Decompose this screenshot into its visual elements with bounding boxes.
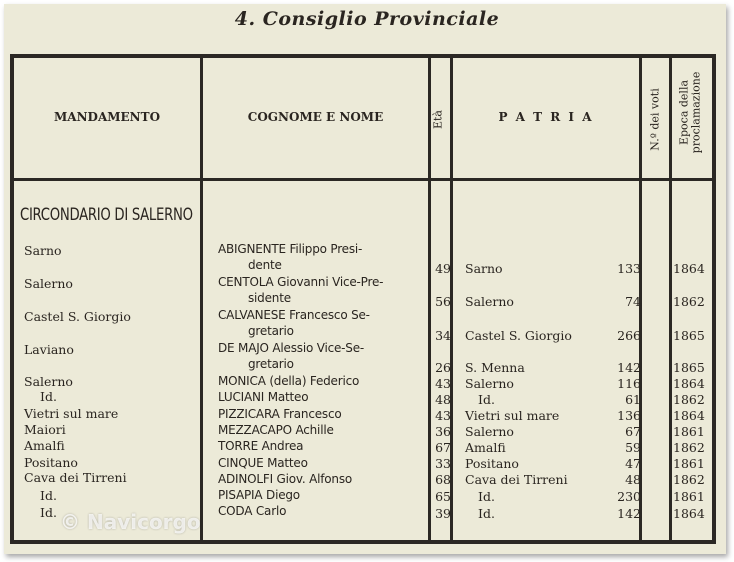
- patria-cell: Amalfi: [465, 440, 506, 455]
- header-epoca-2: proclamazione: [689, 71, 703, 154]
- anno-cell: 1862: [673, 440, 705, 455]
- anno-cell: 1864: [673, 506, 705, 521]
- header-mandamento: MANDAMENTO: [53, 110, 161, 124]
- eta-cell: 68: [435, 472, 451, 487]
- header-patria: P A T R I A: [498, 110, 594, 124]
- eta-cell: 33: [435, 456, 451, 471]
- name-cell: TORRE Andrea: [218, 439, 304, 453]
- voti-cell: 61: [625, 392, 641, 407]
- name-cell: CALVANESE Francesco Se-: [218, 308, 370, 322]
- patria-cell: Id.: [478, 506, 495, 521]
- name-cell: CENTOLA Giovanni Vice-Pre-: [218, 275, 384, 289]
- name-cell: PIZZICARA Francesco: [218, 407, 342, 421]
- voti-cell: 136: [617, 408, 641, 423]
- patria-cell: Salerno: [465, 424, 514, 439]
- mandamento-cell: Id.: [40, 389, 57, 404]
- page-title: 4. Consiglio Provinciale: [234, 8, 500, 30]
- name-cell: CODA Carlo: [218, 504, 287, 518]
- header-epoca-1: Epoca della: [677, 79, 691, 146]
- voti-cell: 59: [625, 440, 641, 455]
- patria-cell: Id.: [478, 489, 495, 504]
- anno-cell: 1865: [673, 360, 705, 375]
- eta-cell: 34: [435, 328, 451, 343]
- anno-cell: 1861: [673, 489, 705, 504]
- voti-cell: 142: [617, 360, 641, 375]
- eta-cell: 48: [435, 392, 451, 407]
- watermark: © Navicorgo: [60, 510, 201, 534]
- voti-cell: 67: [625, 424, 641, 439]
- eta-cell: 36: [435, 424, 451, 439]
- mandamento-cell: Salerno: [24, 276, 73, 291]
- header-voti: N.º dei voti: [648, 88, 662, 151]
- anno-cell: 1862: [673, 472, 705, 487]
- mandamento-cell: Cava dei Tirreni: [24, 470, 127, 485]
- patria-cell: Salerno: [465, 376, 514, 391]
- mandamento-cell: Maiori: [24, 422, 66, 437]
- voti-cell: 47: [625, 456, 641, 471]
- eta-cell: 65: [435, 489, 451, 504]
- name-cell: DE MAJO Alessio Vice-Se-: [218, 341, 365, 355]
- mandamento-cell: Id.: [40, 505, 57, 520]
- eta-cell: 67: [435, 440, 451, 455]
- name-cell-cont: gretario: [248, 357, 294, 371]
- anno-cell: 1864: [673, 408, 705, 423]
- eta-cell: 26: [435, 360, 451, 375]
- eta-cell: 56: [435, 294, 451, 309]
- header-eta: Età: [431, 110, 445, 130]
- name-cell: CINQUE Matteo: [218, 456, 308, 470]
- mandamento-cell: Sarno: [24, 243, 62, 258]
- header-cognome-nome: COGNOME E NOME: [247, 110, 384, 124]
- patria-cell: Vietri sul mare: [465, 408, 560, 423]
- name-cell-cont: gretario: [248, 324, 294, 338]
- patria-cell: Id.: [478, 392, 495, 407]
- voti-cell: 142: [617, 506, 641, 521]
- patria-cell: Castel S. Giorgio: [465, 328, 572, 343]
- mandamento-cell: Positano: [24, 455, 78, 470]
- eta-cell: 49: [435, 261, 451, 276]
- col-divider-5: [669, 58, 672, 540]
- anno-cell: 1862: [673, 294, 705, 309]
- anno-cell: 1862: [673, 392, 705, 407]
- mandamento-cell: Salerno: [24, 374, 73, 389]
- voti-cell: 133: [617, 261, 641, 276]
- patria-cell: Salerno: [465, 294, 514, 309]
- mandamento-cell: Castel S. Giorgio: [24, 309, 131, 324]
- anno-cell: 1861: [673, 456, 705, 471]
- anno-cell: 1865: [673, 328, 705, 343]
- voti-cell: 74: [625, 294, 641, 309]
- circondario-heading: CIRCONDARIO DI SALERNO: [20, 205, 193, 225]
- patria-cell: Sarno: [465, 261, 503, 276]
- mandamento-cell: Laviano: [24, 342, 74, 357]
- anno-cell: 1861: [673, 424, 705, 439]
- anno-cell: 1864: [673, 261, 705, 276]
- name-cell-cont: sidente: [248, 291, 291, 305]
- header-divider: [14, 178, 712, 181]
- name-cell: MONICA (della) Federico: [218, 374, 360, 388]
- eta-cell: 43: [435, 408, 451, 423]
- name-cell-cont: dente: [248, 258, 282, 272]
- name-cell: PISAPIA Diego: [218, 488, 300, 502]
- eta-cell: 39: [435, 506, 451, 521]
- name-cell: ADINOLFI Giov. Alfonso: [218, 472, 353, 486]
- patria-cell: S. Menna: [465, 360, 525, 375]
- council-table: [10, 54, 716, 544]
- eta-cell: 43: [435, 376, 451, 391]
- mandamento-cell: Vietri sul mare: [24, 406, 119, 421]
- name-cell: MEZZACAPO Achille: [218, 423, 334, 437]
- mandamento-cell: Amalfi: [24, 438, 65, 453]
- voti-cell: 116: [617, 376, 641, 391]
- name-cell: LUCIANI Matteo: [218, 390, 309, 404]
- patria-cell: Cava dei Tirreni: [465, 472, 568, 487]
- anno-cell: 1864: [673, 376, 705, 391]
- patria-cell: Positano: [465, 456, 519, 471]
- col-divider-1: [200, 58, 203, 540]
- mandamento-cell: Id.: [40, 488, 57, 503]
- voti-cell: 266: [617, 328, 641, 343]
- name-cell: ABIGNENTE Filippo Presi-: [218, 242, 363, 256]
- voti-cell: 48: [625, 472, 641, 487]
- voti-cell: 230: [617, 489, 641, 504]
